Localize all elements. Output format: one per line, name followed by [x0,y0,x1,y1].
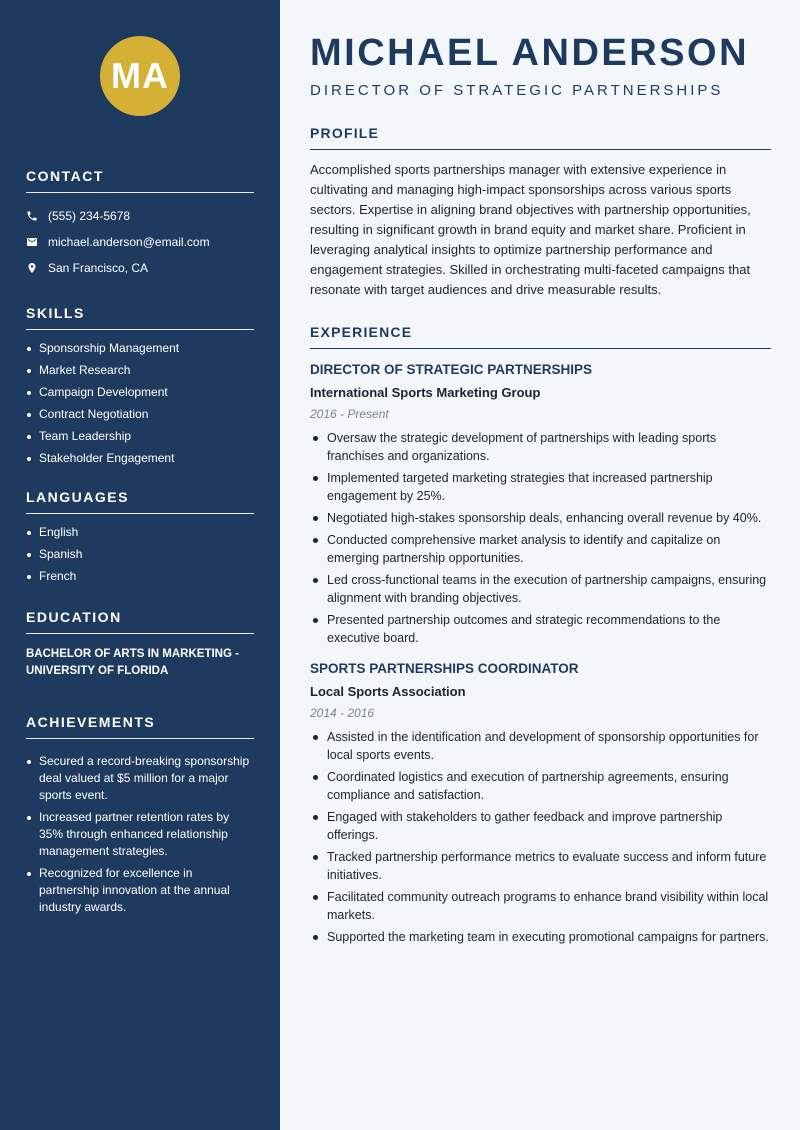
sidebar [0,0,280,1130]
education-title: EDUCATION [26,609,254,634]
duty-item: Conducted comprehensive market analysis to identify and capitalize on emerging partnership opportunities. [310,531,771,567]
duty-item: Led cross-functional teams in the execution of partnership campaigns, ensuring alignment with branding objectives. [310,571,771,607]
languages-section [26,489,254,585]
duty-item: Facilitated community outreach programs to enhance brand visibility within local markets. [310,888,771,924]
job-dates: 2016 - Present [310,407,389,421]
job-title: SPORTS PARTNERSHIPS COORDINATOR [310,661,579,676]
duty-item: Supported the marketing team in executing promotional campaigns for partners. [310,928,771,946]
duty-item: Oversaw the strategic development of partnerships with leading sports franchises and organizations. [310,429,771,465]
location-pin-icon [26,262,38,274]
languages-list [26,524,254,585]
candidate-name: MICHAEL ANDERSON [310,32,750,74]
skills-list [26,340,254,467]
skill-item: Team Leadership [26,428,254,445]
skills-section [26,305,254,467]
achievements-list [26,753,254,916]
contact-phone [26,203,254,229]
achievement-item: Secured a record-breaking sponsorship deal valued at $5 million for a major sports event. [26,753,254,804]
experience-title: EXPERIENCE [310,324,771,349]
duty-item: Negotiated high-stakes sponsorship deals, enhancing overall revenue by 40%. [310,509,771,527]
main-content [280,0,800,1130]
achievements-section [26,714,254,916]
education-degree: BACHELOR OF ARTS IN MARKETING - UNIVERSITY OF FLORIDA [26,648,239,677]
job-dates: 2014 - 2016 [310,706,375,720]
skill-item: Stakeholder Engagement [26,450,254,467]
job-title: DIRECTOR OF STRATEGIC PARTNERSHIPS [310,362,593,377]
duty-item: Engaged with stakeholders to gather feedback and improve partnership offerings. [310,808,771,844]
duty-item: Implemented targeted marketing strategies that increased partnership engagement by 25%. [310,469,771,505]
phone-text: (555) 234-5678 [48,209,131,223]
job-entry [310,362,771,647]
job-duties [310,728,771,946]
avatar: MA [100,36,180,116]
achievement-item: Increased partner retention rates by 35% through enhanced relationship management strategies. [26,809,254,860]
achievements-title: ACHIEVEMENTS [26,714,254,739]
phone-icon [26,210,38,222]
contact-location [26,255,254,281]
profile-section [310,125,771,300]
mail-icon [26,236,38,248]
duty-item: Coordinated logistics and execution of partnership agreements, ensuring compliance and satisfaction. [310,768,771,804]
skill-item: Contract Negotiation [26,406,254,423]
education-section [26,609,254,680]
profile-text: Accomplished sports partnerships manager with extensive experience in cultivating and managing high-impact sponsorships across various sports sectors. Expertise in aligning brand objectives with partnership opportunities, resulting in significant growth in brand equity and market share. Proficient in leveraging analytical insights to optimize partnership performance and engagement strategies. Skilled in orchestrating multi-faceted campaigns that resonate with target audiences and drive measurable results. [310,162,751,297]
profile-title: PROFILE [310,125,771,150]
language-item: French [26,568,254,585]
contact-title: CONTACT [26,168,254,193]
language-item: Spanish [26,546,254,563]
skill-item: Market Research [26,362,254,379]
email-text: michael.anderson@email.com [48,235,210,249]
duty-item: Tracked partnership performance metrics to evaluate success and inform future initiatives. [310,848,771,884]
skill-item: Sponsorship Management [26,340,254,357]
job-company: International Sports Marketing Group [310,385,541,400]
job-entry [310,661,771,946]
duty-item: Presented partnership outcomes and strategic recommendations to the executive board. [310,611,771,647]
contact-email [26,229,254,255]
location-text: San Francisco, CA [48,261,149,275]
candidate-role: DIRECTOR OF STRATEGIC PARTNERSHIPS [310,82,724,99]
duty-item: Assisted in the identification and development of sponsorship opportunities for local sports events. [310,728,771,764]
language-item: English [26,524,254,541]
achievement-item: Recognized for excellence in partnership innovation at the annual industry awards. [26,865,254,916]
experience-section [310,324,771,946]
skill-item: Campaign Development [26,384,254,401]
languages-title: LANGUAGES [26,489,254,514]
skills-title: SKILLS [26,305,254,330]
job-company: Local Sports Association [310,684,466,699]
job-duties [310,429,771,647]
contact-section [26,168,254,281]
